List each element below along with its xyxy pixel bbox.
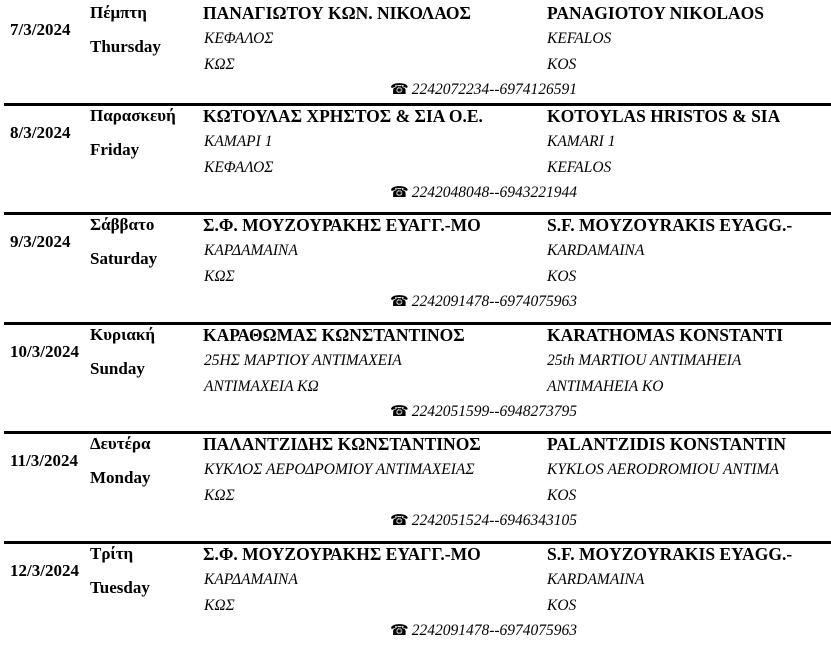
address-line2-english: ANTIMAHEIA KO xyxy=(547,378,664,395)
phone-line xyxy=(390,292,577,311)
address-line1-greek: ΚΥΚΛΟΣ ΑΕΡΟΔΡΟΜΙΟΥ ΑΝΤΙΜΑΧΕΙΑΣ xyxy=(204,461,475,478)
entry-date: 9/3/2024 xyxy=(10,232,71,251)
pharmacy-name-english: KOTOYLAS HRISTOS & SIA xyxy=(547,106,781,126)
entry-date: 10/3/2024 xyxy=(10,342,79,361)
duty-entry xyxy=(0,541,831,648)
phone-line xyxy=(390,80,577,99)
address-line1-greek: 25ΗΣ ΜΑΡΤΙΟΥ ΑΝΤΙΜΑΧΕΙΑ xyxy=(204,352,402,369)
pharmacy-name-english: S.F. MOYZOYRAKIS EYAGG.- xyxy=(547,544,793,564)
address-line1-greek: ΚΑΡΔΑΜΑΙΝΑ xyxy=(204,242,298,259)
phone-line xyxy=(390,183,577,202)
day-english: Thursday xyxy=(90,37,161,56)
address-line2-greek: ΑΝΤΙΜΑΧΕΙΑ ΚΩ xyxy=(204,378,319,395)
address-line2-english: KEFALOS xyxy=(547,159,612,176)
telephone-icon: ☎ xyxy=(390,294,409,310)
address-line1-greek: ΚΑΜΑΡΙ 1 xyxy=(204,133,273,150)
pharmacy-name-english: S.F. MOYZOYRAKIS EYAGG.- xyxy=(547,215,793,235)
day-greek: Πέμπτη xyxy=(90,3,147,22)
address-line2-greek: ΚΩΣ xyxy=(204,268,235,285)
address-line1-english: 25th MARTIOU ANTIMAHEIA xyxy=(547,352,742,369)
telephone-icon: ☎ xyxy=(390,404,409,420)
address-line2-greek: ΚΩΣ xyxy=(204,56,235,73)
phone-numbers: 2242051599--6948273795 xyxy=(411,403,578,420)
address-line2-english: KOS xyxy=(547,268,577,285)
pharmacy-name-english: KARATHOMAS KONSTANTI xyxy=(547,325,784,345)
address-line2-english: KOS xyxy=(547,56,577,73)
phone-numbers: 2242091478--6974075963 xyxy=(411,293,578,310)
day-greek: Κυριακή xyxy=(90,325,155,344)
day-greek: Σάββατο xyxy=(90,215,155,234)
entry-date: 11/3/2024 xyxy=(10,451,79,470)
address-line2-greek: ΚΩΣ xyxy=(204,597,235,614)
day-english: Monday xyxy=(90,468,151,487)
duty-entry xyxy=(0,322,831,429)
address-line2-greek: ΚΩΣ xyxy=(204,487,235,504)
pharmacy-name-greek: ΚΑΡΑΘΩΜΑΣ ΚΩΝΣΤΑΝΤΙΝΟΣ xyxy=(203,325,465,345)
pharmacy-name-greek: ΠΑΝΑΓΙΩΤΟΥ ΚΩΝ. ΝΙΚΟΛΑΟΣ xyxy=(203,3,471,23)
telephone-icon: ☎ xyxy=(390,185,409,201)
duty-entry xyxy=(0,212,831,319)
address-line2-english: KOS xyxy=(547,487,577,504)
phone-numbers: 2242072234--6974126591 xyxy=(411,81,578,98)
telephone-icon: ☎ xyxy=(390,513,409,529)
address-line1-english: KEFALOS xyxy=(547,30,612,47)
duty-entry xyxy=(0,431,831,538)
day-english: Friday xyxy=(90,140,140,159)
phone-numbers: 2242091478--6974075963 xyxy=(411,622,578,639)
day-english: Sunday xyxy=(90,359,145,378)
phone-line xyxy=(390,402,577,421)
duty-entry xyxy=(0,0,831,107)
address-line2-greek: ΚΕΦΑΛΟΣ xyxy=(204,159,274,176)
day-greek: Παρασκευή xyxy=(90,106,176,125)
address-line1-english: KARDAMAINA xyxy=(547,242,645,259)
pharmacy-name-greek: Σ.Φ. ΜΟΥΖΟΥΡΑΚΗΣ ΕΥΑΓΓ.-ΜΟ xyxy=(203,215,481,235)
address-line1-english: KARDAMAINA xyxy=(547,571,645,588)
entry-date: 8/3/2024 xyxy=(10,123,71,142)
pharmacy-name-english: PALANTZIDIS KONSTANTIN xyxy=(547,434,787,454)
phone-numbers: 2242048048--6943221944 xyxy=(411,184,578,201)
address-line2-english: KOS xyxy=(547,597,577,614)
day-greek: Δευτέρα xyxy=(90,434,151,453)
address-line1-greek: ΚΑΡΔΑΜΑΙΝΑ xyxy=(204,571,298,588)
address-line1-english: KAMARI 1 xyxy=(547,133,616,150)
address-line1-greek: ΚΕΦΑΛΟΣ xyxy=(204,30,274,47)
day-greek: Τρίτη xyxy=(90,544,134,563)
entry-date: 12/3/2024 xyxy=(10,561,79,580)
pharmacy-name-greek: Σ.Φ. ΜΟΥΖΟΥΡΑΚΗΣ ΕΥΑΓΓ.-ΜΟ xyxy=(203,544,481,564)
phone-numbers: 2242051524--6946343105 xyxy=(411,512,578,529)
address-line1-english: KYKLOS AERODROMIOU ANTIMA xyxy=(547,461,779,478)
telephone-icon: ☎ xyxy=(390,82,409,98)
entry-date: 7/3/2024 xyxy=(10,20,71,39)
pharmacy-name-english: PANAGIOTOY NIKOLAOS xyxy=(547,3,764,23)
pharmacy-name-greek: ΚΩΤΟΥΛΑΣ ΧΡΗΣΤΟΣ & ΣΙΑ Ο.Ε. xyxy=(203,106,483,126)
duty-entry xyxy=(0,103,831,210)
phone-line xyxy=(390,621,577,640)
day-english: Tuesday xyxy=(90,578,150,597)
day-english: Saturday xyxy=(90,249,158,268)
telephone-icon: ☎ xyxy=(390,623,409,639)
phone-line xyxy=(390,511,577,530)
pharmacy-name-greek: ΠΑΛΑΝΤΖΙΔΗΣ ΚΩΝΣΤΑΝΤΙΝΟΣ xyxy=(203,434,481,454)
